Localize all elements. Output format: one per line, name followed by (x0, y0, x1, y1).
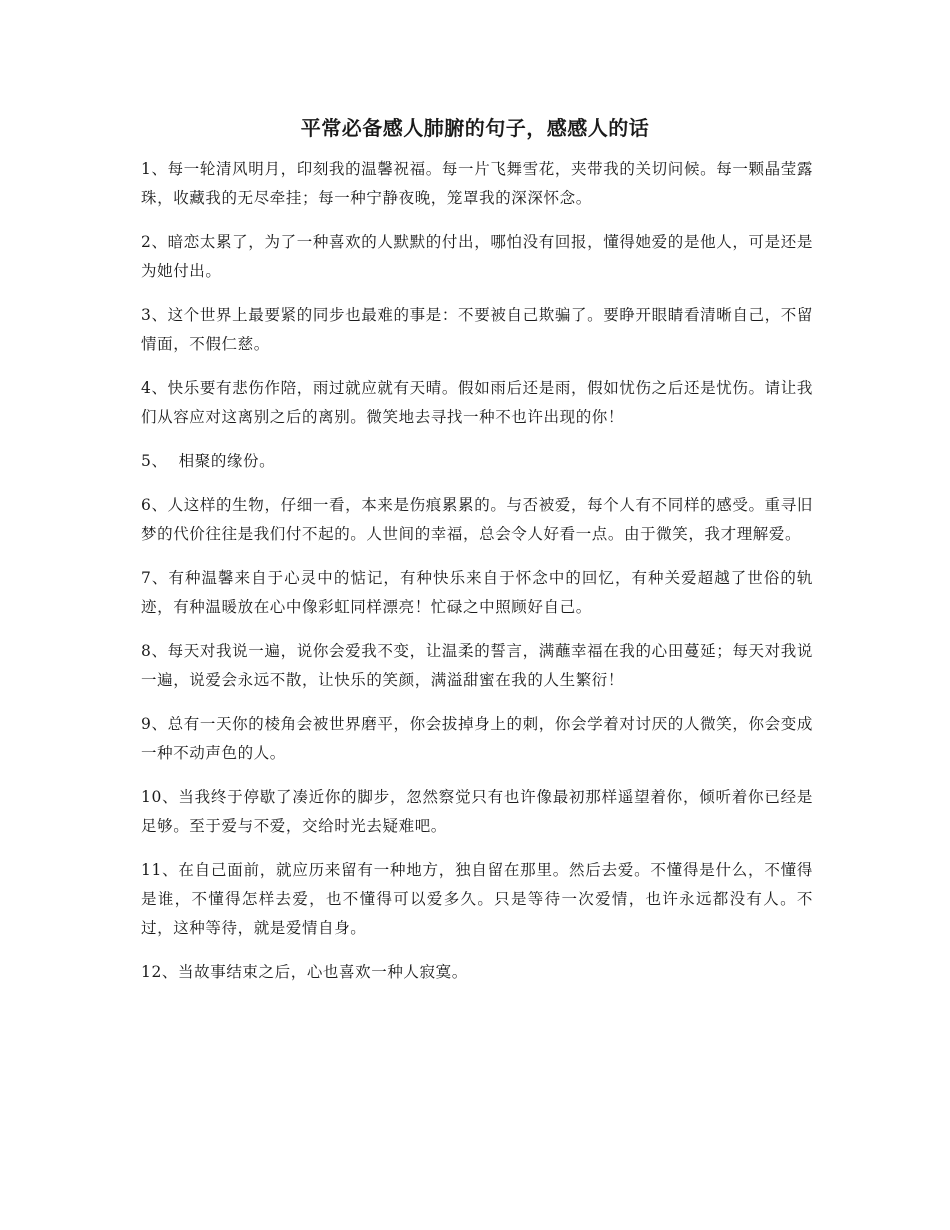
paragraph-11: 11、在自己面前，就应历来留有一种地方，独自留在那里。然后去爱。不懂得是什么，不懂得是谁，不懂得怎样去爱，也不懂得可以爱多久。只是等待一次爱情，也许永远都没有人。不过，这种等待，就是爱情自身。 (141, 861, 813, 937)
paragraph-9: 9、总有一天你的棱角会被世界磨平，你会拔掉身上的刺，你会学着对讨厌的人微笑，你会变成一种不动声色的人。 (141, 715, 813, 762)
paragraph-6: 6、人这样的生物，仔细一看，本来是伤痕累累的。与否被爱，每个人有不同样的感受。重寻旧梦的代价往往是我们付不起的。人世间的幸福，总会令人好看一点。由于微笑，我才理解爱。 (141, 496, 813, 543)
paragraph-10: 10、当我终于停歇了凑近你的脚步，忽然察觉只有也许像最初那样遥望着你，倾听着你已经是足够。至于爱与不爱，交给时光去疑难吧。 (141, 788, 813, 835)
paragraph-12: 12、当故事结束之后，心也喜欢一种人寂寞。 (141, 963, 468, 981)
document-body (141, 155, 813, 1002)
paragraph-4: 4、快乐要有悲伤作陪，雨过就应就有天晴。假如雨后还是雨，假如忧伤之后还是忧伤。请让我们从容应对这离别之后的离别。微笑地去寻找一种不也许出现的你！ (141, 379, 813, 426)
paragraph-3: 3、这个世界上最要紧的同步也最难的事是：不要被自己欺骗了。要睁开眼睛看清晰自己，不留情面，不假仁慈。 (141, 306, 813, 353)
paragraph-5: 5、 相聚的缘份。 (141, 452, 276, 470)
paragraph-1: 1、每一轮清风明月，印刻我的温馨祝福。每一片飞舞雪花，夹带我的关切问候。每一颗晶莹露珠，收藏我的无尽牵挂；每一种宁静夜晚，笼罩我的深深怀念。 (141, 160, 813, 207)
paragraph-7: 7、有种温馨来自于心灵中的惦记，有种快乐来自于怀念中的回忆，有种关爱超越了世俗的轨迹，有种温暖放在心中像彩虹同样漂亮！忙碌之中照顾好自己。 (141, 569, 813, 616)
document-title: 平常必备感人肺腑的句子，感感人的话 (300, 116, 650, 140)
paragraph-8: 8、每天对我说一遍，说你会爱我不变，让温柔的誓言，满蘸幸福在我的心田蔓延；每天对我说一遍，说爱会永远不散，让快乐的笑颜，满溢甜蜜在我的人生繁衍！ (141, 642, 813, 689)
paragraph-2: 2、暗恋太累了，为了一种喜欢的人默默的付出，哪怕没有回报，懂得她爱的是他人，可是还是为她付出。 (141, 233, 813, 280)
